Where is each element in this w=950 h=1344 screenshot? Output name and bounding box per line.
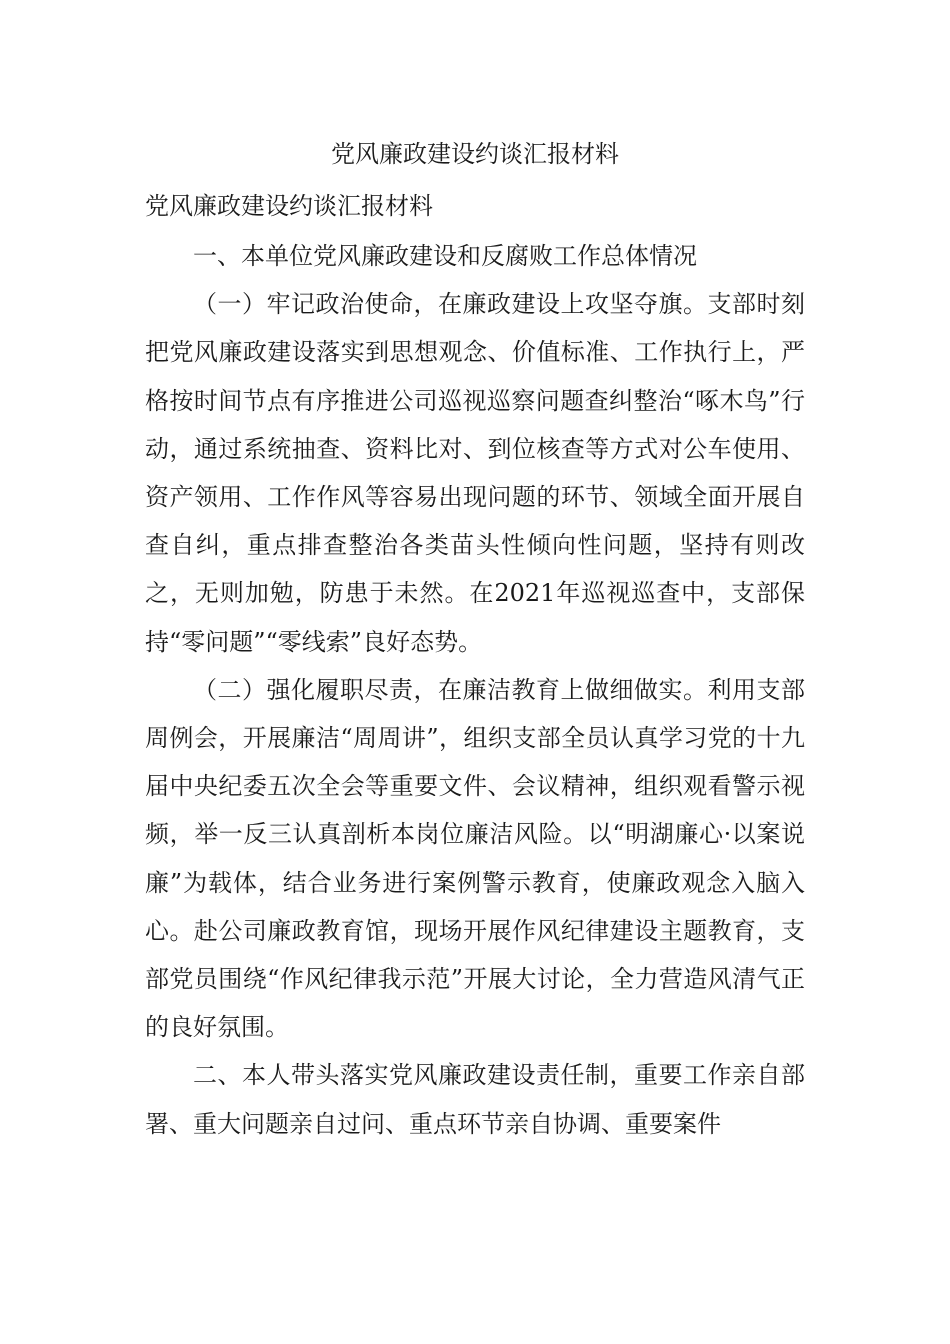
document-page <box>145 130 805 1148</box>
section-heading-1: 一、本单位党风廉政建设和反腐败工作总体情况 <box>193 242 697 270</box>
section-heading-2: 二、本人带头落实党风廉政建设责任制，重要工作亲自部署、重大问题亲自过问、重点环节亲自协调、重要案件 <box>145 1061 805 1138</box>
paragraph-political-mission: （一）牢记政治使命，在廉政建设上攻坚夺旗。支部时刻把党风廉政建设落实到思想观念、价值标准、工作执行上，严格按时间节点有序推进公司巡视巡察问题查纠整治“啄木鸟”行动，通过系统抽查、资料比对、到位核查等方式对公车使用、资产领用、工作作风等容易出现问题的环节、领域全面开展自查自纠，重点排查整治各类苗头性倾向性问题，坚持有则改之，无则加勉，防患于未然。在2021年巡视巡查中，支部保持“零问题”“零线索”良好态势。 <box>145 290 805 656</box>
document-title: 党风廉政建设约谈汇报材料 <box>331 140 619 168</box>
document-subtitle: 党风廉政建设约谈汇报材料 <box>145 192 433 220</box>
paragraph-integrity-education: （二）强化履职尽责，在廉洁教育上做细做实。利用支部周例会，开展廉洁“周周讲”，组织支部全员认真学习党的十九届中央纪委五次全会等重要文件、会议精神，组织观看警示视频，举一反三认真剖析本岗位廉洁风险。以“明湖廉心·以案说廉”为载体，结合业务进行案例警示教育，使廉政观念入脑入心。赴公司廉政教育馆，现场开展作风纪律建设主题教育，支部党员围绕“作风纪律我示范”开展大讨论，全力营造风清气正的良好氛围。 <box>145 675 805 1042</box>
